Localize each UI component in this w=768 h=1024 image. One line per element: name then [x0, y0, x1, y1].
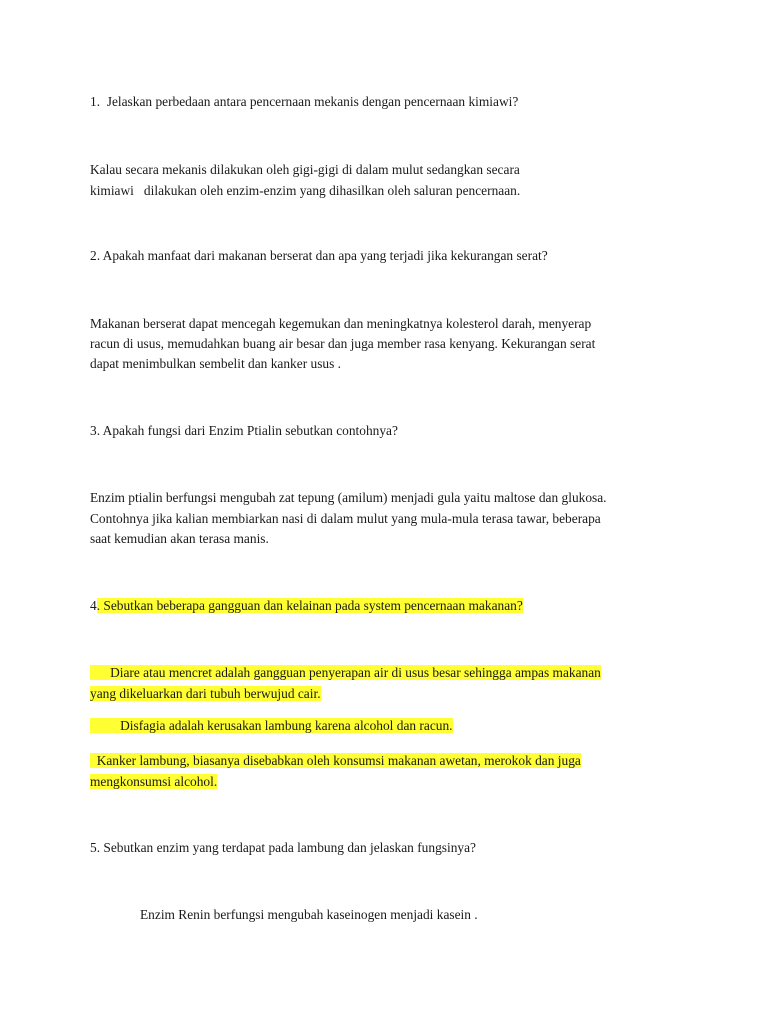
- answer-4a-line-1: [90, 663, 601, 683]
- question-5: 5. Sebutkan enzim yang terdapat pada lambung dan jelaskan fungsinya?: [90, 840, 476, 855]
- answer-3-line-2: Contohnya jika kalian membiarkan nasi di dalam mulut yang mula-mula terasa tawar, beberapa: [90, 511, 601, 526]
- answer-4c-line-2: [90, 772, 217, 792]
- question-4-text: . Sebutkan beberapa gangguan dan kelainan pada system pencernaan makanan?: [96, 598, 523, 613]
- answer-2-line-3: dapat menimbulkan sembelit dan kanker usus .: [90, 356, 342, 371]
- question-4-number: 4: [90, 598, 97, 613]
- answer-4a-line-2-text: yang dikeluarkan dari tubuh berwujud cair.: [90, 686, 321, 701]
- answer-4c-line-1: [90, 751, 581, 771]
- answer-4c-line-1-text: Kanker lambung, biasanya disebabkan oleh konsumsi makanan awetan, merokok dan juga: [90, 753, 581, 768]
- answer-5: Enzim Renin berfungsi mengubah kaseinogen menjadi kasein .: [140, 907, 478, 922]
- answer-4a-line-2: [90, 684, 321, 704]
- answer-4c-line-2-text: mengkonsumsi alcohol.: [90, 774, 218, 789]
- answer-4a-line-1-text: Diare atau mencret adalah gangguan penyerapan air di usus besar sehingga ampas makanan: [90, 665, 601, 680]
- question-4: [90, 596, 523, 616]
- answer-4b: [90, 716, 453, 736]
- answer-1-line-1: Kalau secara mekanis dilakukan oleh gigi-gigi di dalam mulut sedangkan secara: [90, 162, 520, 177]
- question-2: 2. Apakah manfaat dari makanan berserat dan apa yang terjadi jika kekurangan serat?: [90, 248, 548, 263]
- answer-2-line-2: racun di usus, memudahkan buang air besar dan juga member rasa kenyang. Kekurangan serat: [90, 336, 596, 351]
- answer-3-line-1: Enzim ptialin berfungsi mengubah zat tepung (amilum) menjadi gula yaitu maltose dan glukosa.: [90, 490, 607, 505]
- question-3: 3. Apakah fungsi dari Enzim Ptialin sebutkan contohnya?: [90, 423, 398, 438]
- answer-1-line-2: kimiawi dilakukan oleh enzim-enzim yang dihasilkan oleh saluran pencernaan.: [90, 183, 521, 198]
- question-1: 1. Jelaskan perbedaan antara pencernaan mekanis dengan pencernaan kimiawi?: [90, 94, 519, 109]
- answer-4b-text: Disfagia adalah kerusakan lambung karena alcohol dan racun.: [90, 718, 453, 733]
- answer-2-line-1: Makanan berserat dapat mencegah kegemukan dan meningkatnya kolesterol darah, menyerap: [90, 316, 592, 331]
- answer-3-line-3: saat kemudian akan terasa manis.: [90, 531, 269, 546]
